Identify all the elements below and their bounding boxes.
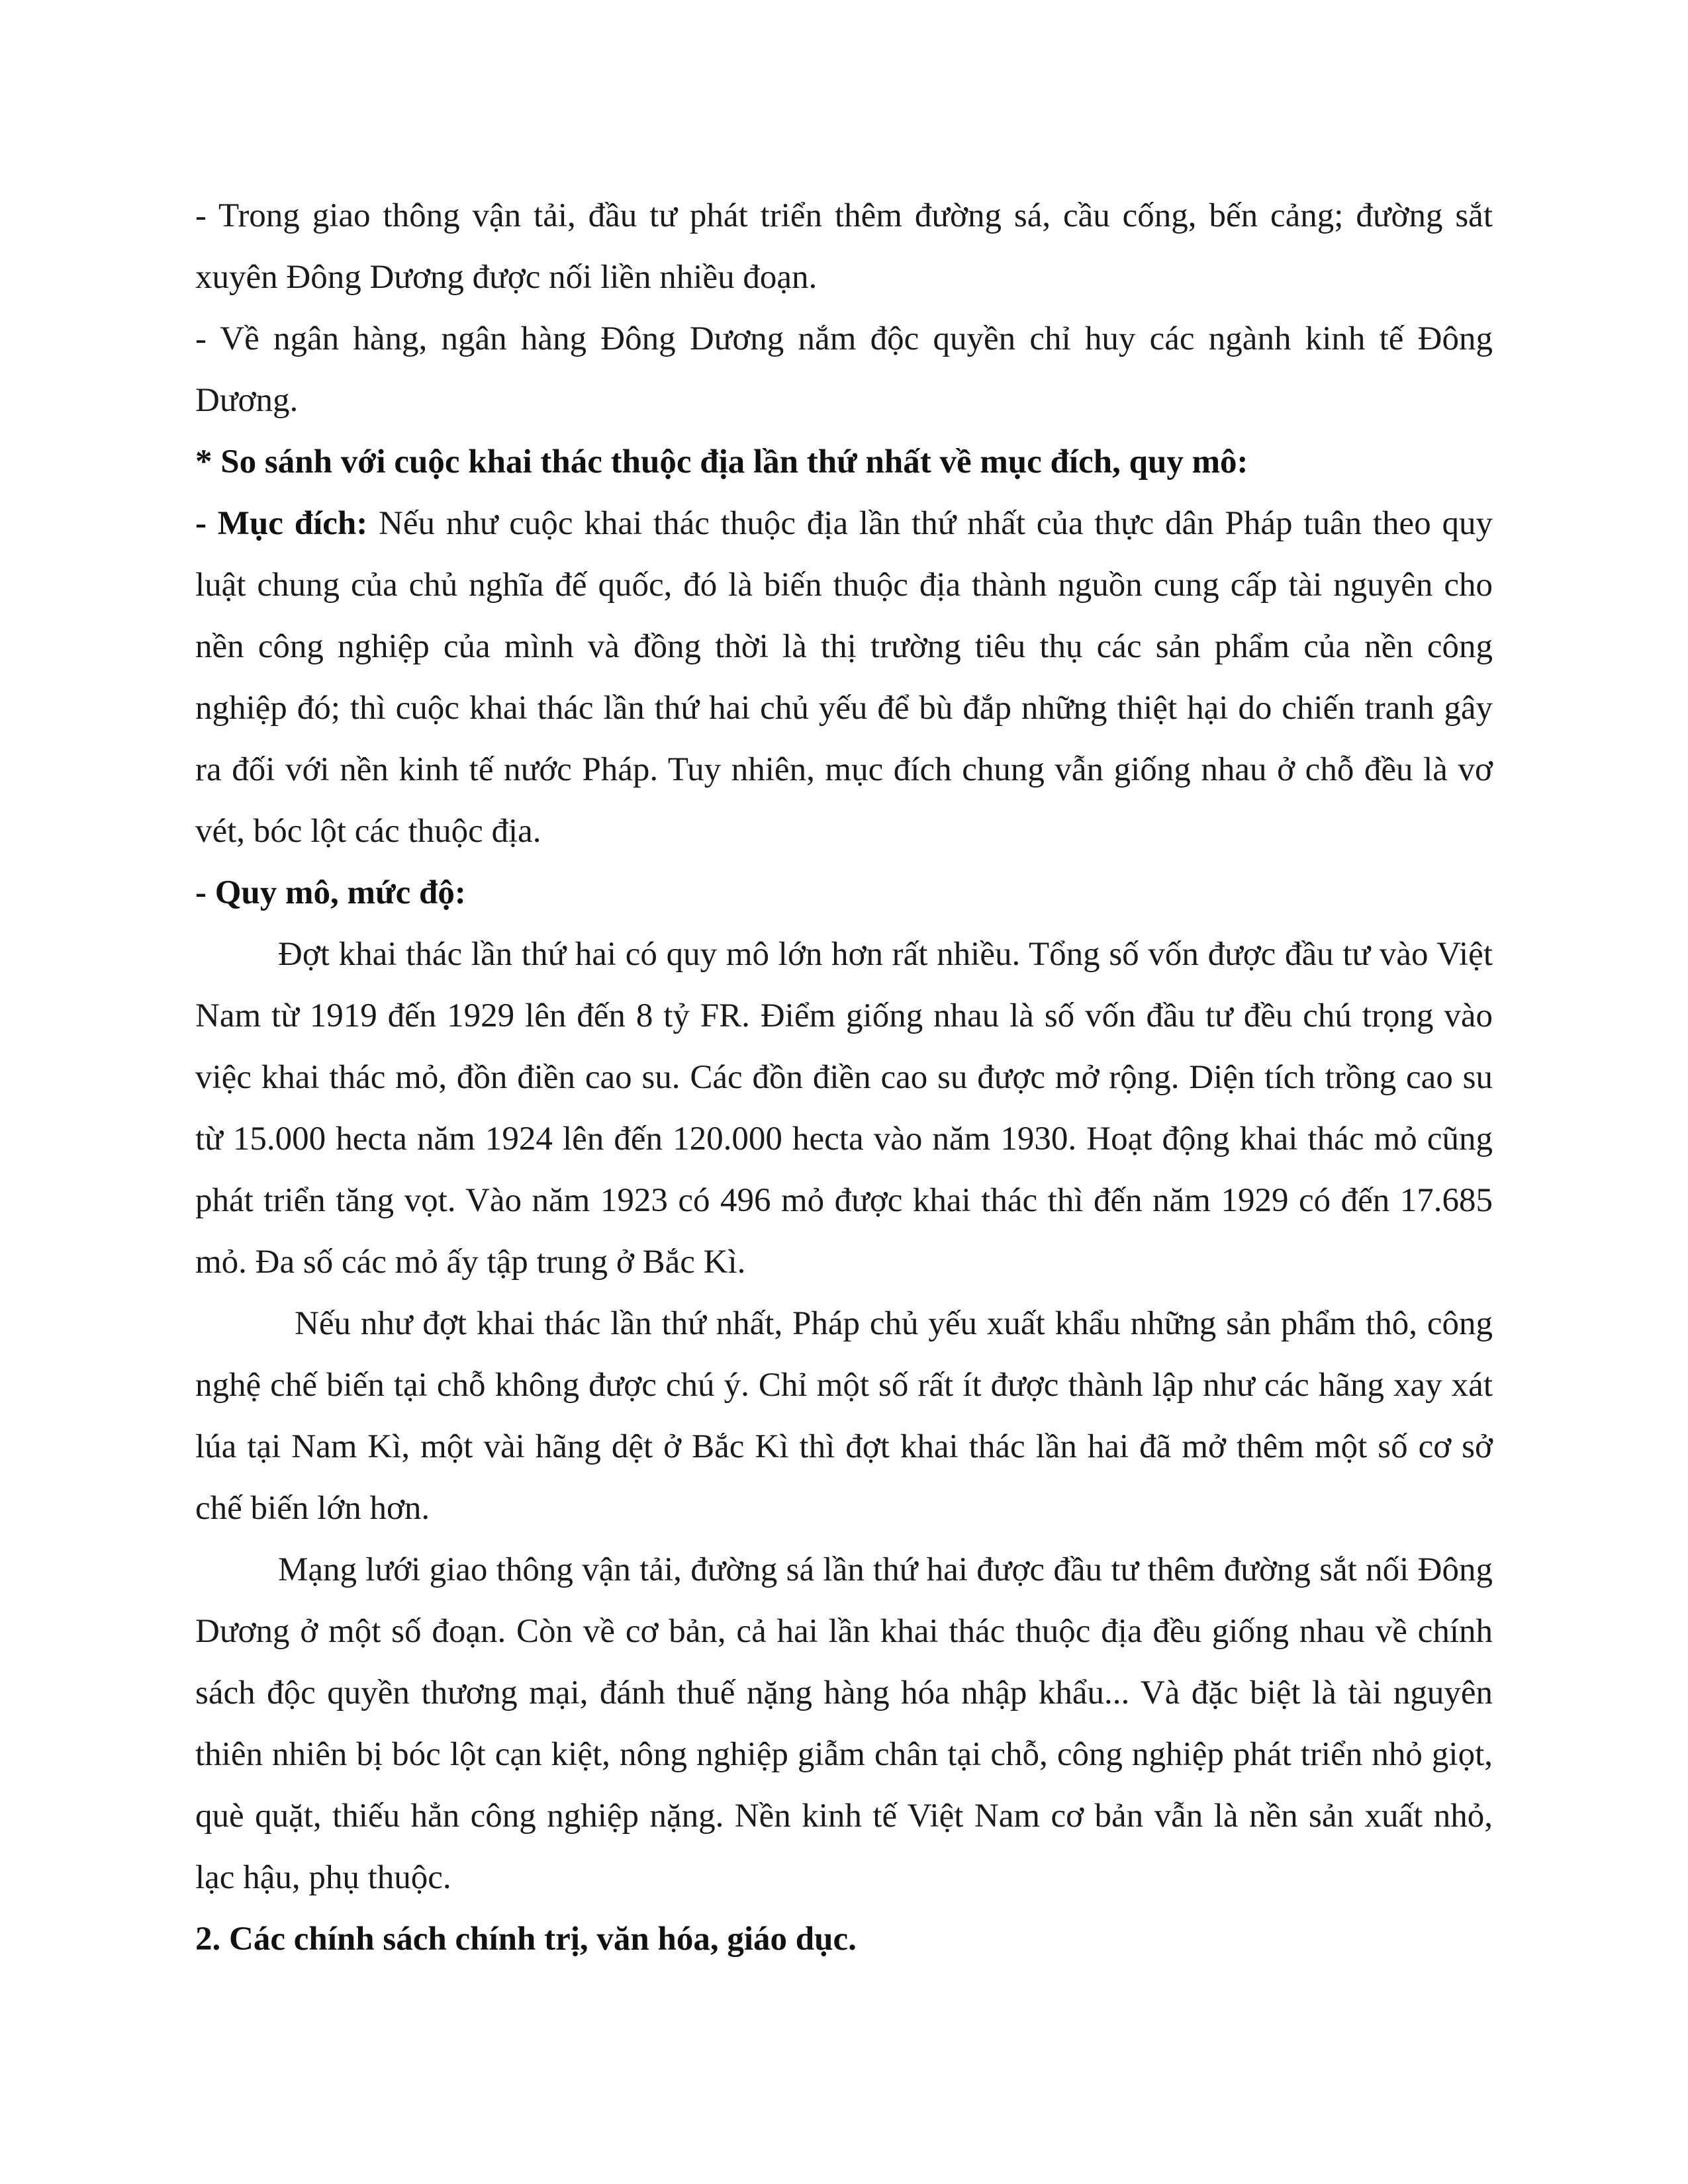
paragraph-transport: - Trong giao thông vận tải, đầu tư phát triển thêm đường sá, cầu cống, bến cảng; đường sắt xuyên Đông Dương được nối liền nhiều đoạn. xyxy=(195,197,1493,296)
document-body xyxy=(195,185,1493,1970)
heading-scale: - Quy mô, mức độ: xyxy=(195,874,466,911)
purpose-text: Nếu như cuộc khai thác thuộc địa lần thứ nhất của thực dân Pháp tuân theo quy luật chung của chủ nghĩa đế quốc, đó là biến thuộc địa thành nguồn cung cấp tài nguyên cho nền công nghiệp của mình và đồng thời là thị trường tiêu thụ các sản phẩm của nền công nghiệp đó; thì cuộc khai thác lần thứ hai chủ yếu để bù đắp những thiệt hại do chiến tranh gây ra đối với nền kinh tế nước Pháp. Tuy nhiên, mục đích chung vẫn giống nhau ở chỗ đều là vơ vét, bóc lột các thuộc địa. xyxy=(195,505,1493,850)
paragraph-purpose xyxy=(195,493,1493,862)
paragraph-scale-processing: Nếu như đợt khai thác lần thứ nhất, Pháp chủ yếu xuất khẩu những sản phẩm thô, công nghệ chế biến tại chỗ không được chú ý. Chỉ một số rất ít được thành lập như các hãng xay xát lúa tại Nam Kì, một vài hãng dệt ở Bắc Kì thì đợt khai thác lần hai đã mở thêm một số cơ sở chế biến lớn hơn. xyxy=(195,1305,1493,1527)
purpose-label: - Mục đích: xyxy=(195,505,368,542)
paragraph-scale-infrastructure: Mạng lưới giao thông vận tải, đường sá lần thứ hai được đầu tư thêm đường sắt nối Đông Dương ở một số đoạn. Còn về cơ bản, cả hai lần khai thác thuộc địa đều giống nhau về chính sách độc quyền thương mại, đánh thuế nặng hàng hóa nhập khẩu... Và đặc biệt là tài nguyên thiên nhiên bị bóc lột cạn kiệt, nông nghiệp giẫm chân tại chỗ, công nghiệp phát triển nhỏ giọt, què quặt, thiếu hẳn công nghiệp nặng. Nền kinh tế Việt Nam cơ bản vẫn là nền sản xuất nhỏ, lạc hậu, phụ thuộc. xyxy=(195,1551,1493,1896)
heading-comparison: * So sánh với cuộc khai thác thuộc địa lần thứ nhất về mục đích, quy mô: xyxy=(195,443,1248,480)
paragraph-banking: - Về ngân hàng, ngân hàng Đông Dương nắm độc quyền chỉ huy các ngành kinh tế Đông Dương. xyxy=(195,320,1493,419)
paragraph-scale-investment: Đợt khai thác lần thứ hai có quy mô lớn hơn rất nhiều. Tổng số vốn được đầu tư vào Việt Nam từ 1919 đến 1929 lên đến 8 tỷ FR. Điểm giống nhau là số vốn đầu tư đều chú trọng vào việc khai thác mỏ, đồn điền cao su. Các đồn điền cao su được mở rộng. Diện tích trồng cao su từ 15.000 hecta năm 1924 lên đến 120.000 hecta vào năm 1930. Hoạt động khai thác mỏ cũng phát triển tăng vọt. Vào năm 1923 có 496 mỏ được khai thác thì đến năm 1929 có đến 17.685 mỏ. Đa số các mỏ ấy tập trung ở Bắc Kì. xyxy=(195,936,1493,1281)
heading-section-2: 2. Các chính sách chính trị, văn hóa, giáo dục. xyxy=(195,1921,857,1958)
